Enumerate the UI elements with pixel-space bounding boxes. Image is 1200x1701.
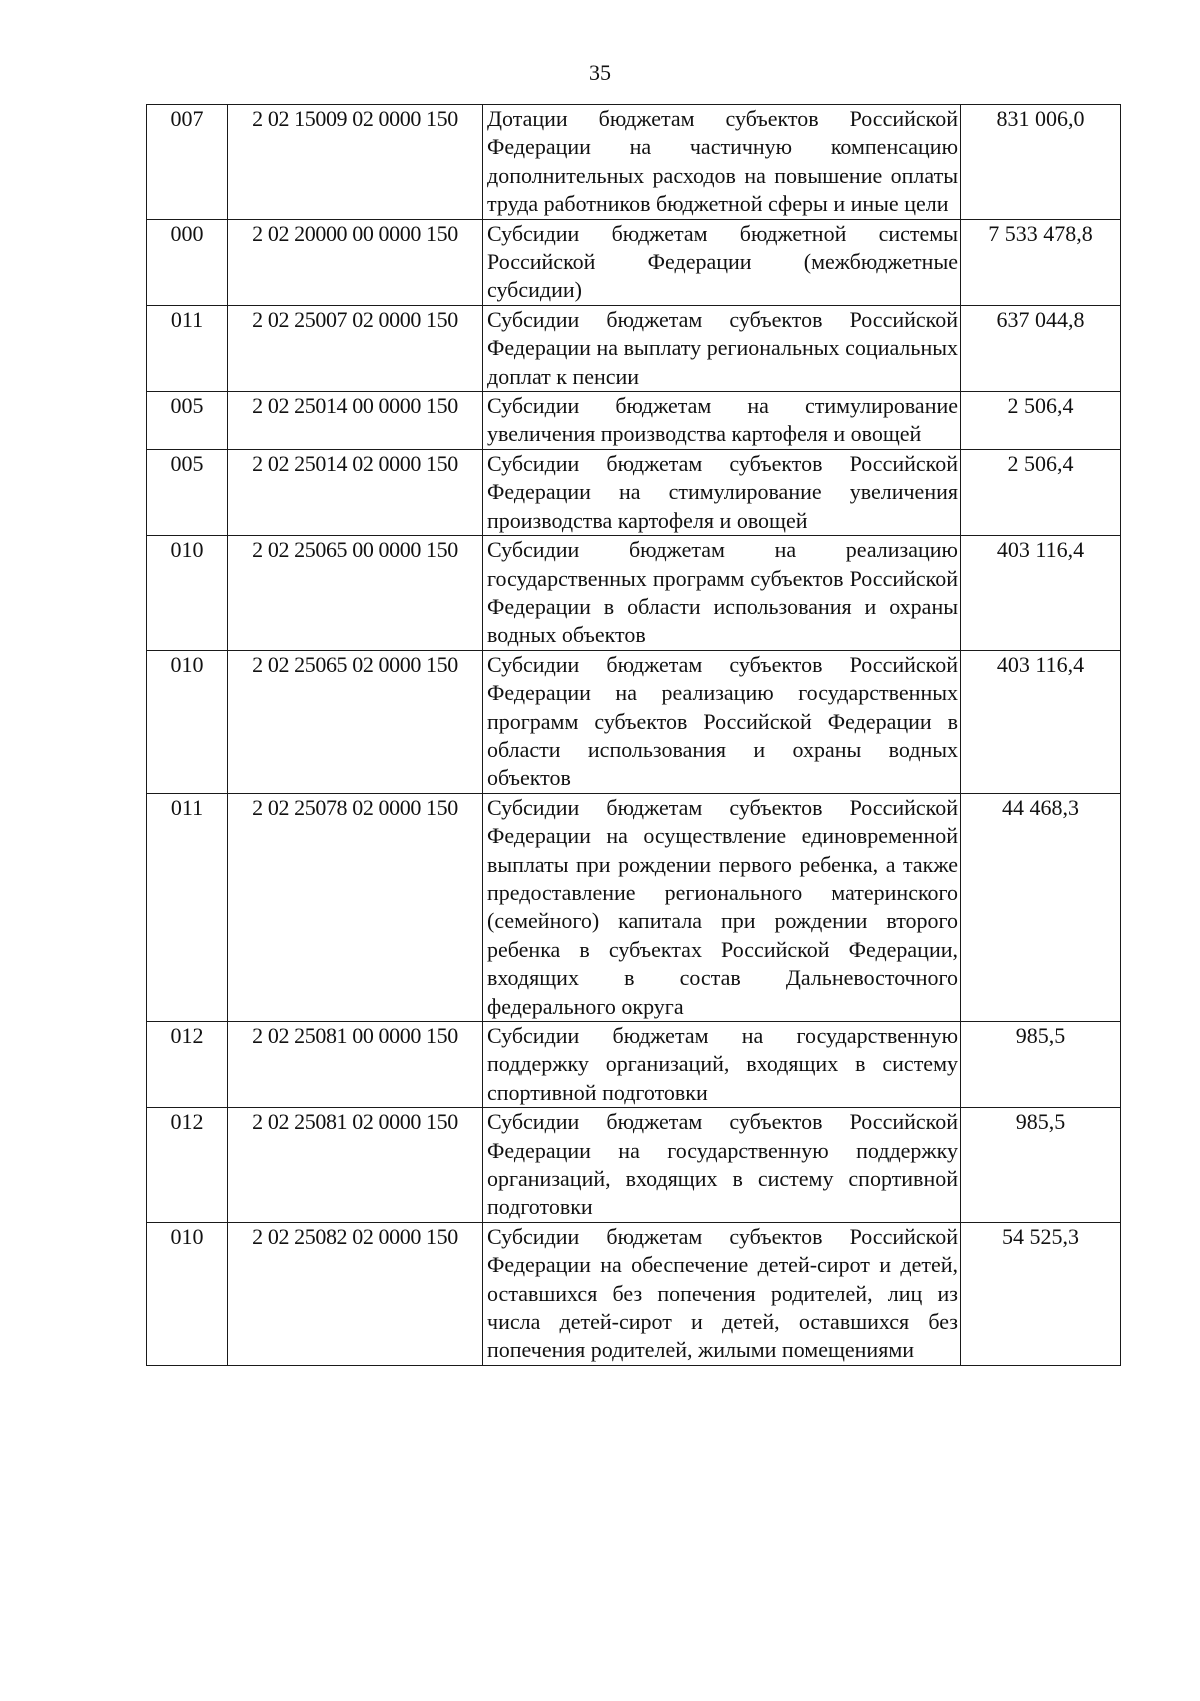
amount-cell: 831 006,0 — [961, 105, 1121, 220]
amount-cell: 44 468,3 — [961, 793, 1121, 1021]
income-name-cell: Субсидии бюджетам субъектов Российской Федерации на обеспечение детей-сирот и детей, оставшихся без попечения родителей, лиц из числа детей-сирот и детей, оставшихся без попечения родителей, жилыми помещениями — [483, 1222, 961, 1365]
table-row — [147, 1108, 1121, 1223]
budget-code-cell: 2 02 25065 00 0000 150 — [228, 536, 483, 651]
admin-code-cell: 005 — [147, 392, 228, 450]
table-row — [147, 219, 1121, 305]
income-name-cell: Субсидии бюджетам на стимулирование увеличения производства картофеля и овощей — [483, 392, 961, 450]
table-body — [147, 105, 1121, 1366]
income-name-cell: Субсидии бюджетам на государственную поддержку организаций, входящих в систему спортивной подготовки — [483, 1022, 961, 1108]
table-row — [147, 105, 1121, 220]
income-name-cell: Субсидии бюджетам субъектов Российской Федерации на реализацию государственных программ субъектов Российской Федерации в области использования и охраны водных объектов — [483, 650, 961, 793]
amount-cell: 403 116,4 — [961, 536, 1121, 651]
budget-code-cell: 2 02 15009 02 0000 150 — [228, 105, 483, 220]
table-row — [147, 1022, 1121, 1108]
amount-cell: 985,5 — [961, 1022, 1121, 1108]
admin-code-cell: 010 — [147, 1222, 228, 1365]
income-name-cell: Субсидии бюджетам субъектов Российской Федерации на государственную поддержку организаций, входящих в систему спортивной подготовки — [483, 1108, 961, 1223]
table-row — [147, 305, 1121, 391]
admin-code-cell: 000 — [147, 219, 228, 305]
budget-code-cell: 2 02 25065 02 0000 150 — [228, 650, 483, 793]
budget-code-cell: 2 02 25082 02 0000 150 — [228, 1222, 483, 1365]
admin-code-cell: 011 — [147, 305, 228, 391]
table-row — [147, 793, 1121, 1021]
income-name-cell: Дотации бюджетам субъектов Российской Федерации на частичную компенсацию дополнительных расходов на повышение оплаты труда работников бюджетной сферы и иные цели — [483, 105, 961, 220]
page-number: 35 — [589, 60, 611, 85]
income-name-cell: Субсидии бюджетам на реализацию государственных программ субъектов Российской Федерации в области использования и охраны водных объектов — [483, 536, 961, 651]
amount-cell: 54 525,3 — [961, 1222, 1121, 1365]
table-row — [147, 1222, 1121, 1365]
income-name-cell: Субсидии бюджетам субъектов Российской Федерации на выплату региональных социальных доплат к пенсии — [483, 305, 961, 391]
budget-code-cell: 2 02 25078 02 0000 150 — [228, 793, 483, 1021]
admin-code-cell: 010 — [147, 536, 228, 651]
table-row — [147, 536, 1121, 651]
budget-code-cell: 2 02 20000 00 0000 150 — [228, 219, 483, 305]
amount-cell: 7 533 478,8 — [961, 219, 1121, 305]
admin-code-cell: 007 — [147, 105, 228, 220]
amount-cell: 2 506,4 — [961, 449, 1121, 535]
table-row — [147, 392, 1121, 450]
table-row — [147, 449, 1121, 535]
amount-cell: 2 506,4 — [961, 392, 1121, 450]
admin-code-cell: 010 — [147, 650, 228, 793]
admin-code-cell: 011 — [147, 793, 228, 1021]
budget-code-cell: 2 02 25014 02 0000 150 — [228, 449, 483, 535]
admin-code-cell: 005 — [147, 449, 228, 535]
amount-cell: 637 044,8 — [961, 305, 1121, 391]
budget-code-cell: 2 02 25007 02 0000 150 — [228, 305, 483, 391]
admin-code-cell: 012 — [147, 1022, 228, 1108]
budget-table — [146, 104, 1121, 1366]
budget-code-cell: 2 02 25014 00 0000 150 — [228, 392, 483, 450]
amount-cell: 985,5 — [961, 1108, 1121, 1223]
table-row — [147, 650, 1121, 793]
budget-code-cell: 2 02 25081 00 0000 150 — [228, 1022, 483, 1108]
amount-cell: 403 116,4 — [961, 650, 1121, 793]
income-name-cell: Субсидии бюджетам субъектов Российской Федерации на осуществление единовременной выплаты при рождении первого ребенка, а также предоставление регионального материнского (семейного) капитала при рождении второго ребенка в субъектах Российской Федерации, входящих в состав Дальневосточного федерального округа — [483, 793, 961, 1021]
income-name-cell: Субсидии бюджетам субъектов Российской Федерации на стимулирование увеличения производства картофеля и овощей — [483, 449, 961, 535]
budget-code-cell: 2 02 25081 02 0000 150 — [228, 1108, 483, 1223]
income-name-cell: Субсидии бюджетам бюджетной системы Российской Федерации (межбюджетные субсидии) — [483, 219, 961, 305]
admin-code-cell: 012 — [147, 1108, 228, 1223]
